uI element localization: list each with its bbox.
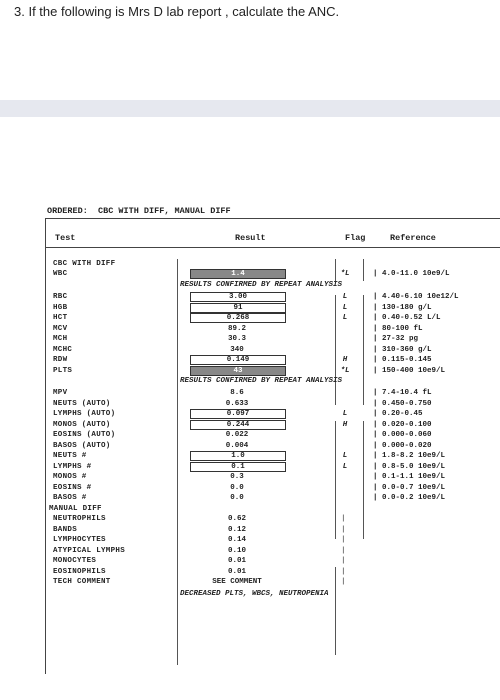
test-name: ATYPICAL LYMPHS: [53, 546, 126, 555]
flag-value: [339, 430, 351, 440]
result-value: 3.00: [190, 292, 286, 302]
reference-range: | 27-32 pg: [373, 335, 419, 343]
result-value: 0.14: [227, 536, 246, 544]
reference-range: | 0.450-0.750: [373, 399, 432, 408]
test-name: MONOS (AUTO): [53, 420, 111, 429]
result-value: 0.0: [230, 483, 244, 492]
reference-range: | 0.8-5.0 10e9/L: [373, 462, 446, 471]
row-separator: |: [341, 567, 346, 576]
header-flag: Flag: [345, 233, 366, 243]
test-name: BASOS (AUTO): [53, 441, 111, 450]
reference-range: | 0.40-0.52 L/L: [373, 314, 441, 322]
test-name: MCHC: [53, 345, 73, 354]
flag-value: [339, 483, 351, 493]
reference-range: | 0.20-0.45: [373, 410, 423, 418]
final-comment: DECREASED PLTS, WBCS, NEUTROPENIA: [180, 589, 329, 598]
ordered-value: CBC WITH DIFF, MANUAL DIFF: [98, 206, 231, 216]
row-separator: |: [341, 546, 346, 555]
test-name: LYMPHS (AUTO): [53, 410, 116, 418]
result-value: 0.1: [190, 462, 286, 472]
flag-value: *L: [340, 366, 350, 375]
reference-range: | 0.000-0.020: [373, 441, 432, 450]
result-value: 1.0: [190, 451, 286, 461]
test-name: WBC: [53, 270, 68, 278]
reference-range: | 310-360 g/L: [373, 345, 432, 354]
reference-range: | 0.0-0.2 10e9/L: [373, 494, 446, 502]
test-name: LYMPHS #: [53, 462, 92, 471]
reference-range: | 7.4-10.4 fL: [373, 389, 432, 397]
reference-range: | 1.8-8.2 10e9/L: [373, 452, 446, 460]
result-value: 0.01: [227, 567, 246, 576]
test-name: TECH COMMENT: [53, 578, 111, 586]
ordered-line: [47, 206, 231, 216]
result-value: 1.4: [190, 269, 286, 279]
reference-range: | 0.115-0.145: [373, 356, 432, 364]
test-name: HGB: [53, 303, 68, 312]
column-divider: [363, 421, 364, 539]
flag-value: *L: [340, 270, 350, 278]
result-value: 8.6: [230, 389, 244, 397]
flag-value: [339, 472, 351, 482]
result-value: 0.01: [227, 557, 246, 565]
section-title: CBC WITH DIFF: [53, 260, 116, 268]
test-name: LYMPHOCYTES: [53, 536, 106, 544]
flag-value: L: [342, 303, 348, 312]
reference-range: | 150-400 10e9/L: [373, 366, 446, 375]
result-value: 0.097: [190, 409, 286, 419]
column-divider: [363, 295, 364, 405]
result-value: 0.149: [190, 355, 286, 365]
flag-value: L: [342, 314, 348, 322]
column-divider: [177, 259, 178, 665]
result-value: 0.0: [230, 494, 244, 502]
confirm-note: RESULTS CONFIRMED BY REPEAT ANALYSIS: [180, 377, 343, 385]
flag-value: [339, 399, 351, 409]
test-name: NEUTS (AUTO): [53, 399, 111, 408]
reference-range: | 0.1-1.1 10e9/L: [373, 473, 446, 481]
lab-report: [45, 203, 500, 673]
question-text: 3. If the following is Mrs D lab report , calculate the ANC.: [14, 4, 340, 19]
test-name: HCT: [53, 314, 68, 322]
result-value: 0.3: [230, 473, 244, 481]
section-title: MANUAL DIFF: [49, 504, 102, 513]
flag-value: [339, 493, 351, 503]
flag-value: H: [342, 420, 348, 429]
column-divider: [335, 567, 336, 655]
column-divider: [335, 259, 336, 281]
test-name: RBC: [53, 293, 68, 301]
reference-range: | 4.0-11.0 10e9/L: [373, 270, 450, 278]
row-separator: |: [341, 578, 346, 586]
test-name: BANDS: [53, 525, 78, 534]
test-name: MONOCYTES: [53, 557, 97, 565]
result-value: 43: [190, 366, 286, 376]
flag-value: [339, 345, 351, 355]
result-value: 0.022: [225, 431, 249, 439]
result-value: 0.004: [225, 441, 249, 450]
column-divider: [335, 295, 336, 405]
reference-range: | 130-180 g/L: [373, 303, 432, 312]
test-name: MPV: [53, 389, 68, 397]
flag-value: L: [342, 462, 348, 471]
test-name: NEUTS #: [53, 452, 87, 460]
reference-range: | 0.000-0.060: [373, 431, 432, 439]
confirm-note: RESULTS CONFIRMED BY REPEAT ANALYSIS: [180, 281, 343, 289]
reference-range: | 0.020-0.100: [373, 420, 432, 429]
result-value: 0.10: [227, 546, 246, 555]
result-value: 340: [230, 345, 244, 354]
flag-value: [339, 324, 351, 334]
result-value: 89.2: [227, 324, 246, 333]
flag-value: [339, 334, 351, 344]
flag-value: [339, 388, 351, 398]
header-reference: Reference: [390, 233, 436, 243]
separator-band: [0, 100, 500, 117]
flag-value: H: [342, 356, 348, 364]
test-name: MCH: [53, 335, 68, 343]
result-value: 0.62: [227, 515, 246, 523]
result-value: 30.3: [227, 335, 246, 343]
flag-value: L: [342, 410, 348, 418]
test-name: MCV: [53, 324, 68, 333]
result-value: 91: [190, 303, 286, 313]
header-test: Test: [55, 233, 76, 243]
reference-range: | 0.0-0.7 10e9/L: [373, 483, 446, 492]
result-value: 0.633: [225, 399, 249, 408]
flag-value: L: [342, 452, 348, 460]
header-result: Result: [235, 233, 266, 243]
column-divider: [363, 259, 364, 281]
test-name: EOSINS #: [53, 483, 92, 492]
result-value: 0.268: [190, 313, 286, 323]
result-value: SEE COMMENT: [212, 578, 262, 586]
flag-value: L: [342, 293, 348, 301]
test-name: RDW: [53, 356, 68, 364]
column-divider: [335, 421, 336, 539]
row-separator: |: [341, 515, 346, 523]
reference-range: | 80-100 fL: [373, 324, 423, 333]
test-name: MONOS #: [53, 473, 87, 481]
result-value: 0.12: [227, 525, 246, 534]
test-name: EOSINOPHILS: [53, 567, 106, 576]
flag-value: [339, 441, 351, 451]
test-name: PLTS: [53, 366, 73, 375]
reference-range: | 4.40-6.10 10e12/L: [373, 293, 459, 301]
result-value: 0.244: [190, 420, 286, 430]
row-separator: |: [341, 525, 346, 534]
row-separator: |: [341, 536, 346, 544]
test-name: EOSINS (AUTO): [53, 431, 116, 439]
ordered-label: ORDERED:: [47, 206, 88, 216]
test-name: BASOS #: [53, 494, 87, 502]
row-separator: |: [341, 557, 346, 565]
test-name: NEUTROPHILS: [53, 515, 106, 523]
header-divider: [45, 247, 500, 248]
